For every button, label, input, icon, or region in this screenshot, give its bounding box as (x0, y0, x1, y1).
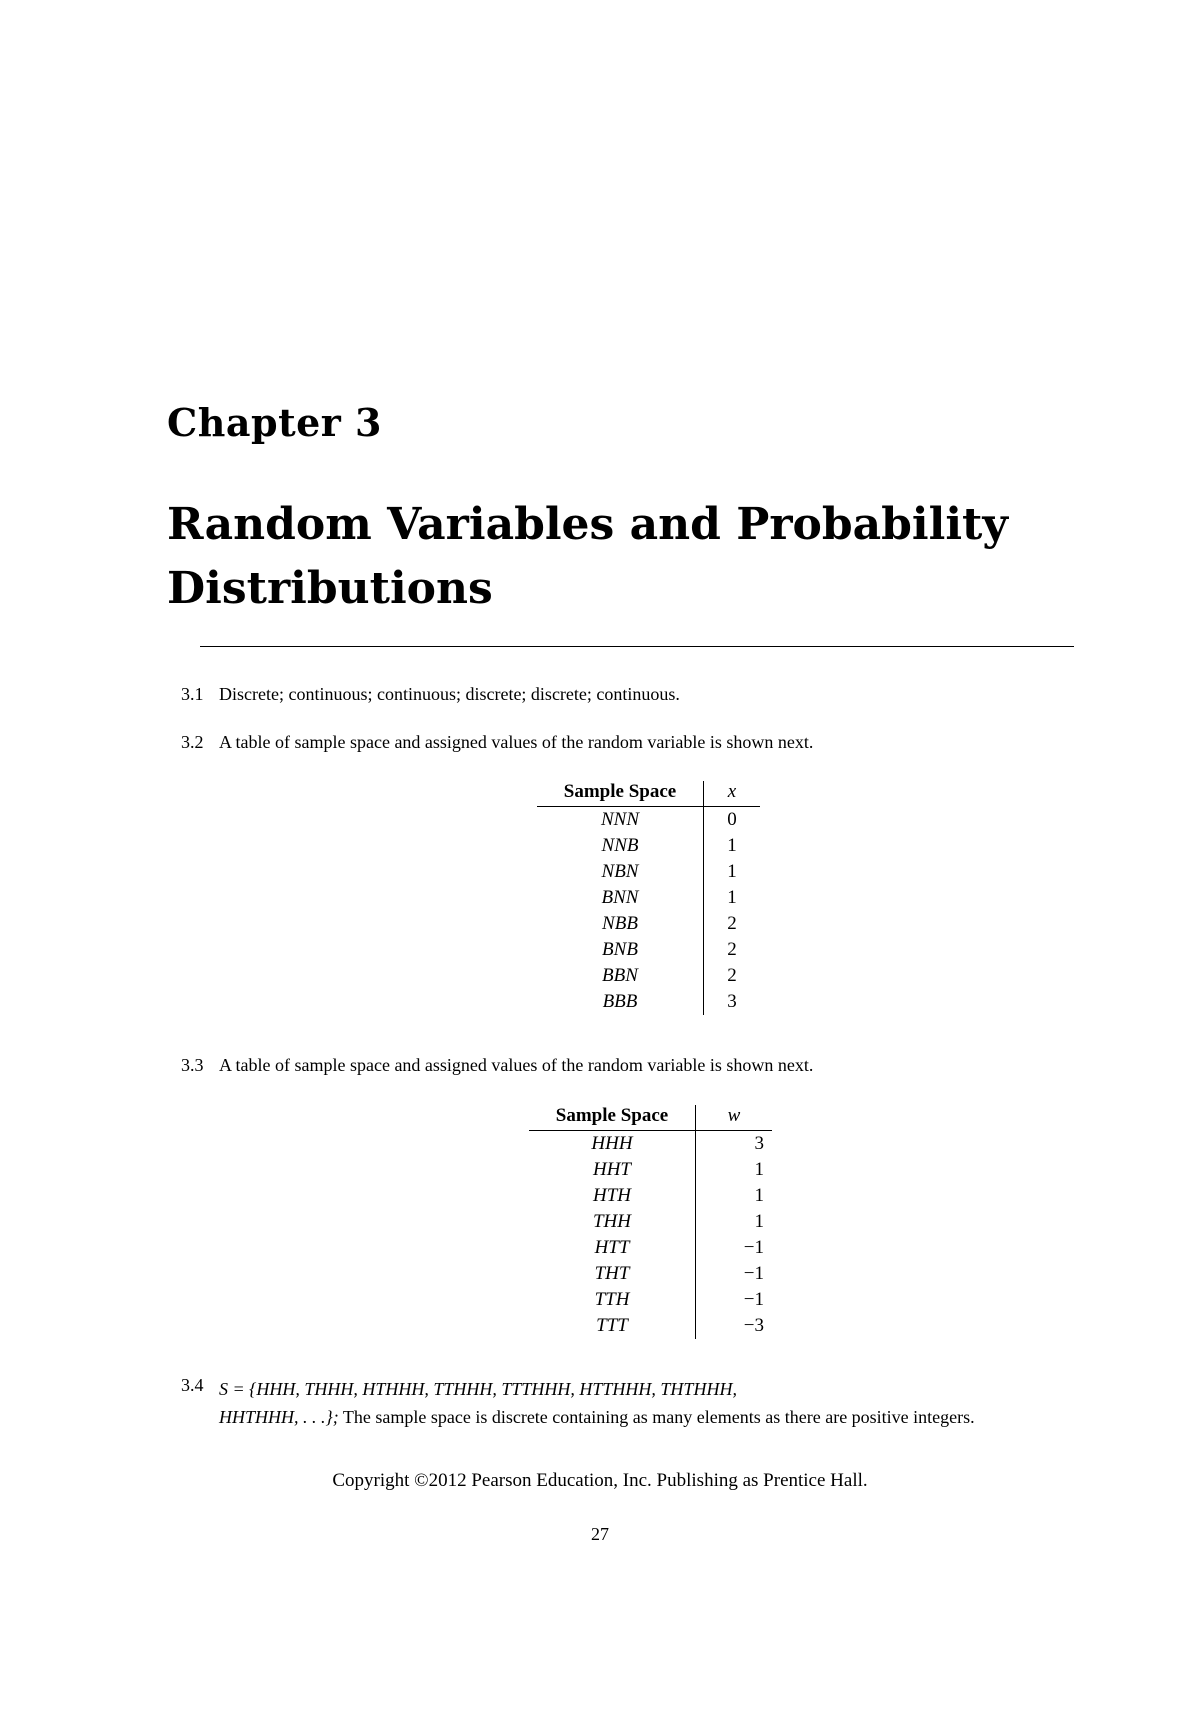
table-cell: THH (529, 1209, 696, 1235)
exercise-number: 3.3 (181, 1055, 204, 1075)
table-row (529, 1209, 772, 1235)
sample-space-set-cont: HHTHHH, . . .}; (219, 1407, 339, 1427)
table-cell: 1 (727, 861, 737, 882)
exercise-text: The sample space is discrete containing as many elements as there are positive integers. (338, 1407, 975, 1427)
table-cell: HTT (529, 1235, 696, 1261)
table-cell: −1 (743, 1289, 764, 1310)
table-cell: BNB (537, 937, 704, 963)
table-cell: THT (529, 1261, 696, 1287)
table-row (529, 1235, 772, 1261)
exercise-text: A table of sample space and assigned values of the random variable is shown next. (219, 1055, 814, 1075)
table-cell: 1 (754, 1185, 764, 1206)
exercise-3-3 (181, 1055, 813, 1076)
chapter-divider (200, 646, 1074, 647)
table-row (537, 885, 760, 911)
table-cell: −1 (743, 1237, 764, 1258)
table-cell: −3 (743, 1315, 764, 1336)
exercise-number: 3.2 (181, 732, 204, 752)
table-cell: HHH (529, 1131, 696, 1158)
table-row (529, 1313, 772, 1339)
table-cell: NNN (537, 807, 704, 834)
table-cell: TTT (529, 1313, 696, 1339)
table-cell: HHT (529, 1157, 696, 1183)
table-cell: BBN (537, 963, 704, 989)
exercise-body (219, 1375, 1081, 1431)
table-row (537, 911, 760, 937)
table-cell: 3 (727, 991, 737, 1012)
chapter-label: Chapter 3 (167, 400, 382, 445)
table-row (537, 989, 760, 1015)
column-header: Sample Space (529, 1105, 696, 1131)
copyright-notice: Copyright ©2012 Pearson Education, Inc. Publishing as Prentice Hall. (332, 1470, 868, 1491)
chapter-title-line2: Distributions (167, 563, 493, 614)
table-row (529, 1261, 772, 1287)
page-number: 27 (591, 1524, 609, 1544)
exercise-text: Discrete; continuous; continuous; discrete; discrete; continuous. (219, 684, 680, 704)
table-cell: BBB (537, 989, 704, 1015)
table-cell: BNN (537, 885, 704, 911)
table-cell: 1 (727, 835, 737, 856)
table-cell: 2 (727, 913, 737, 934)
table-cell: TTH (529, 1287, 696, 1313)
exercise-text: A table of sample space and assigned values of the random variable is shown next. (219, 732, 814, 752)
table-row (537, 937, 760, 963)
chapter-title-line1: Random Variables and Probability (167, 499, 1008, 550)
exercise-number: 3.4 (181, 1375, 204, 1395)
table-row (529, 1157, 772, 1183)
sample-space-table-w (529, 1105, 772, 1339)
table-cell: 1 (754, 1211, 764, 1232)
column-header: x (704, 781, 761, 807)
exercise-3-4 (181, 1375, 1081, 1431)
exercise-3-2 (181, 732, 813, 753)
table-cell: NBN (537, 859, 704, 885)
table-cell: 2 (727, 939, 737, 960)
table-cell: −1 (743, 1263, 764, 1284)
table-row (537, 807, 760, 834)
table-cell: NBB (537, 911, 704, 937)
exercise-number: 3.1 (181, 684, 204, 704)
table-row (537, 859, 760, 885)
column-header: w (696, 1105, 773, 1131)
table-cell: 1 (727, 887, 737, 908)
table-cell: 3 (754, 1133, 764, 1154)
table-row (529, 1287, 772, 1313)
table-row (537, 963, 760, 989)
table-row (529, 1131, 772, 1158)
chapter-title (167, 493, 1067, 621)
table-cell: 0 (727, 809, 737, 830)
sample-space-set: S = {HHH, THHH, HTHHH, TTHHH, TTTHHH, HTTHHH, THTHHH, (219, 1379, 737, 1399)
table-cell: 2 (727, 965, 737, 986)
table-row (537, 833, 760, 859)
sample-space-table-x (537, 781, 760, 1015)
table-row (529, 1183, 772, 1209)
column-header: Sample Space (537, 781, 704, 807)
table-cell: HTH (529, 1183, 696, 1209)
table-cell: 1 (754, 1159, 764, 1180)
exercise-3-1 (181, 684, 680, 705)
table-cell: NNB (537, 833, 704, 859)
